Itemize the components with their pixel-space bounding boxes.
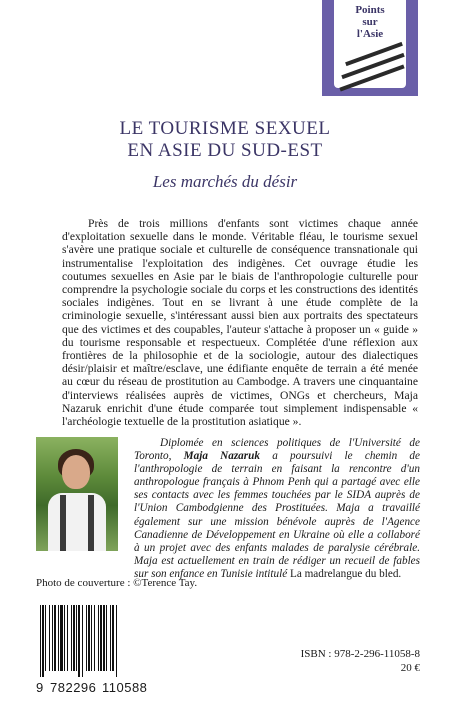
- author-bio-intro: Diplomée en sciences politiques de l'Université de Toronto,: [134, 437, 420, 463]
- isbn-block: [300, 647, 420, 675]
- barcode: [36, 605, 156, 677]
- barcode-bar: [103, 605, 105, 671]
- barcode-bar: [106, 605, 107, 671]
- author-photo: [36, 437, 118, 551]
- barcode-bar: [54, 605, 56, 671]
- photo-credit: Photo de couverture : ©Terence Tay.: [36, 577, 198, 589]
- collection-label-panel: [334, 0, 406, 88]
- collection-line-3: l'Asie: [356, 28, 384, 40]
- barcode-bar: [91, 605, 92, 671]
- barcode-first-digit: 9: [36, 680, 44, 695]
- collection-name: [334, 4, 406, 40]
- barcode-bar: [64, 605, 65, 671]
- price: 20 €: [400, 662, 420, 674]
- barcode-bar: [78, 605, 80, 677]
- barcode-bar: [110, 605, 111, 671]
- barcode-bar: [100, 605, 102, 671]
- barcode-bar: [94, 605, 95, 671]
- barcode-group-1: 782296: [50, 680, 97, 695]
- book-title-line-2: EN ASIE DU SUD-EST: [127, 140, 323, 161]
- author-bio: [134, 437, 420, 581]
- barcode-bar: [40, 605, 41, 677]
- barcode-bar: [52, 605, 53, 671]
- back-cover-summary: [62, 217, 418, 428]
- photo-strap: [60, 495, 66, 551]
- barcode-bar: [88, 605, 90, 671]
- barcode-bar: [98, 605, 99, 671]
- collection-line-1: Points: [355, 4, 385, 16]
- title-block: [0, 118, 450, 192]
- barcode-digits: [36, 680, 156, 700]
- barcode-bar: [86, 605, 87, 671]
- barcode-bar: [112, 605, 114, 671]
- author-book-title: La madrelangue du bled.: [290, 567, 402, 580]
- barcode-bar: [76, 605, 77, 671]
- author-name: Maja Nazaruk: [183, 450, 260, 463]
- barcode-bar: [60, 605, 63, 671]
- barcode-bar: [71, 605, 72, 671]
- barcode-bar: [42, 605, 44, 677]
- barcode-bar: [82, 605, 83, 677]
- collection-badge: [322, 0, 418, 96]
- barcode-bar: [67, 605, 68, 671]
- barcode-bar: [49, 605, 50, 671]
- isbn-number: ISBN : 978-2-296-11058-8: [300, 648, 420, 660]
- barcode-bar: [58, 605, 59, 671]
- book-subtitle: Les marchés du désir: [152, 172, 298, 191]
- book-title-line-1: LE TOURISME SEXUEL: [119, 118, 331, 139]
- summary-paragraph: Près de trois millions d'enfants sont victimes chaque année d'exploitation sexuelle dans le monde. Véritable fléau, le tourisme sexuel s'avère une pratique sociale et culturelle de conséquence transnationale qui instrumentalise l'exploitation des indigènes. Cet ouvrage étudie les coutumes sexuelles en Asie par le biais de l'anthropologie culturelle pour comprendre la psychologie sociale du corps et les constructions des identités sociales indigènes. Tout en se livrant à une étude complète de la criminologie sexuelle, s'intéressant aussi bien aux portraits des spectateurs que des victimes et des coupables, l'auteur s'attache à proposer un « guide » du tourisme responsable et respectueux. Complétée d'une réflexion aux frontières de la philosophie et de la sociologie, autour des dialectiques désir/plaisir et maître/esclave, une édifiante enquête de terrain a été menée au cœur du réseau de prostitution au Cambodge. A travers une cinquantaine d'interviews réalisées auprès de victimes, ONGs et chercheurs, Maja Nazaruk enrichit d'une étude comparée tout simplement indispensable « l'archéologie textuelle de la prostitution asiatique ».: [62, 217, 418, 429]
- barcode-group-2: 110588: [102, 680, 148, 695]
- collection-line-2: sur: [362, 16, 378, 28]
- barcode-bar: [116, 605, 117, 677]
- barcode-bar: [73, 605, 75, 671]
- author-bio-body: a poursuivi le chemin de l'anthropologie de terrain en faisant la rencontre d'un anthropologue français à Phnom Penh qui a partagé avec elle ses contacts avec les femmes touchées par le SIDA auprès de l'Union Cambodgienne des Prostituées. Maja a travaillé également sur une mission bénévole auprès de l'Agence Canadienne de Développement en Ukraine où elle a collaboré à un projet avec des enfants malades de paralysie cérébrale. Maja est actuellement en train de rédiger un recueil de fables sur son enfance en Tunisie intitulé: [134, 450, 420, 580]
- photo-strap: [88, 495, 94, 551]
- photo-figure-face: [62, 455, 90, 489]
- collection-stripe: [339, 64, 404, 91]
- photo-figure-body: [48, 493, 106, 551]
- barcode-bar: [45, 605, 46, 671]
